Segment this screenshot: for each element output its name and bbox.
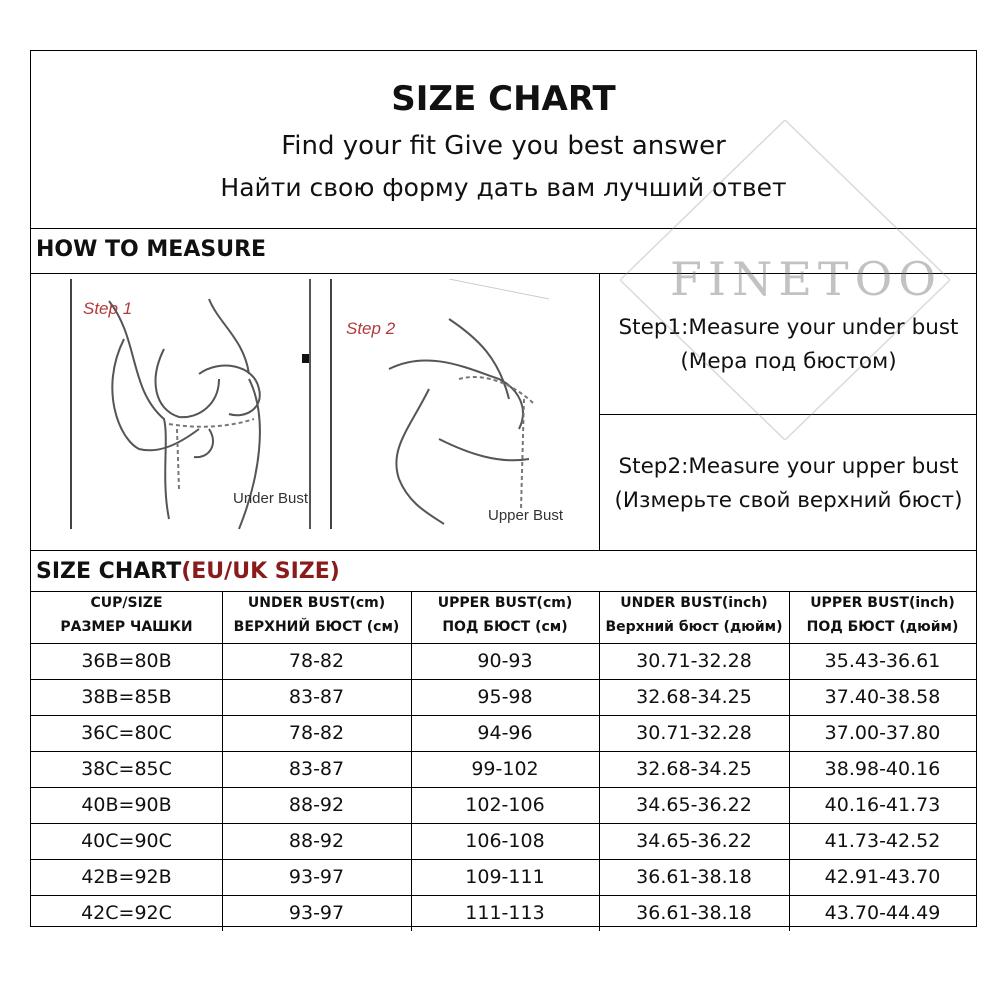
table-cell: 111-113 — [465, 902, 545, 924]
watermark-text: FINETOO — [670, 252, 943, 306]
step2-tag: Step 2 — [346, 319, 396, 338]
table-cell: 40B=90B — [81, 794, 172, 816]
table-cell: 94-96 — [477, 722, 533, 744]
table-cell: 37.00-37.80 — [824, 722, 941, 744]
size-chart-heading-text: SIZE CHART — [36, 559, 182, 584]
divider — [599, 273, 600, 550]
column-header-ru: ПОД БЮСТ (см) — [442, 619, 568, 635]
step1-tag: Step 1 — [83, 299, 133, 318]
table-cell: 30.71-32.28 — [636, 650, 752, 672]
divider — [31, 550, 976, 551]
marker — [302, 354, 309, 363]
subtitle-english: Find your fit Give you best answer — [281, 131, 726, 161]
column-header-en: UPPER BUST(inch) — [810, 595, 955, 611]
upper-bust-label: Upper Bust — [488, 507, 564, 524]
table-cell: 40.16-41.73 — [824, 794, 941, 816]
row-divider — [31, 859, 976, 860]
step2-instruction — [601, 450, 976, 518]
table-cell: 109-111 — [465, 866, 545, 888]
row-divider — [31, 787, 976, 788]
divider — [599, 414, 976, 415]
table-cell: 93-97 — [288, 902, 345, 924]
table-cell: 42C=92C — [81, 902, 172, 924]
table-cell: 90-93 — [477, 650, 533, 672]
column-header-en: UPPER BUST(cm) — [437, 595, 573, 611]
table-cell: 34.65-36.22 — [636, 794, 752, 816]
header-divider — [31, 643, 976, 644]
step2-illustration — [329, 279, 584, 531]
column-header-en: UNDER BUST(cm) — [247, 595, 386, 611]
under-bust-label: Under Bust — [233, 490, 309, 507]
table-cell: 43.70-44.49 — [824, 902, 941, 924]
table-cell: 88-92 — [288, 830, 345, 852]
table-cell: 95-98 — [477, 686, 533, 708]
size-chart-heading-suffix: (EU/UK SIZE) — [181, 559, 340, 584]
column-header-en: UNDER BUST(inch) — [620, 595, 768, 611]
divider — [309, 279, 311, 529]
table-cell: 35.43-36.61 — [824, 650, 941, 672]
size-table — [31, 591, 976, 928]
subtitle-russian: Найти свою форму дать вам лучший ответ — [220, 173, 787, 202]
page-title: SIZE CHART — [391, 79, 616, 119]
table-cell: 83-87 — [288, 686, 345, 708]
how-to-measure-heading: HOW TO MEASURE — [36, 237, 267, 262]
table-cell: 36C=80C — [81, 722, 172, 744]
table-cell: 32.68-34.25 — [636, 686, 752, 708]
table-cell: 88-92 — [288, 794, 345, 816]
step1-line1: Step1:Measure your under bust — [618, 315, 959, 340]
table-cell: 38B=85B — [81, 686, 172, 708]
table-cell: 93-97 — [288, 866, 345, 888]
table-cell: 78-82 — [288, 722, 345, 744]
table-cell: 83-87 — [288, 758, 345, 780]
table-cell: 38.98-40.16 — [824, 758, 941, 780]
table-cell: 106-108 — [465, 830, 545, 852]
table-cell: 78-82 — [288, 650, 345, 672]
step2-line1: Step2:Measure your upper bust — [618, 454, 959, 479]
row-divider — [31, 751, 976, 752]
size-chart-frame — [30, 50, 977, 927]
column-header-ru: ПОД БЮСТ (дюйм) — [806, 619, 959, 635]
table-cell: 37.40-38.58 — [824, 686, 941, 708]
step2-line2: (Измерьте свой верхний бюст) — [614, 488, 963, 513]
row-divider — [31, 679, 976, 680]
column-header-ru: Верхний бюст (дюйм) — [605, 619, 783, 635]
table-cell: 41.73-42.52 — [824, 830, 941, 852]
row-divider — [31, 895, 976, 896]
column-header-en: CUP/SIZE — [90, 595, 163, 611]
table-cell: 36B=80B — [81, 650, 172, 672]
table-cell: 32.68-34.25 — [636, 758, 752, 780]
column-header-ru: РАЗМЕР ЧАШКИ — [60, 619, 193, 635]
table-cell: 34.65-36.22 — [636, 830, 752, 852]
column-header-ru: ВЕРХНИЙ БЮСТ (см) — [233, 619, 400, 635]
table-cell: 36.61-38.18 — [636, 866, 752, 888]
table-cell: 42B=92B — [81, 866, 172, 888]
row-divider — [31, 823, 976, 824]
step1-instruction — [601, 311, 976, 379]
table-cell: 42.91-43.70 — [824, 866, 941, 888]
table-cell: 38C=85C — [81, 758, 172, 780]
table-cell: 40C=90C — [81, 830, 172, 852]
table-cell: 30.71-32.28 — [636, 722, 752, 744]
size-chart-heading — [36, 559, 340, 584]
table-cell: 102-106 — [465, 794, 545, 816]
table-cell: 36.61-38.18 — [636, 902, 752, 924]
row-divider — [31, 715, 976, 716]
divider — [31, 228, 976, 229]
step1-line2: (Мера под бюстом) — [680, 349, 897, 374]
table-cell: 99-102 — [471, 758, 539, 780]
